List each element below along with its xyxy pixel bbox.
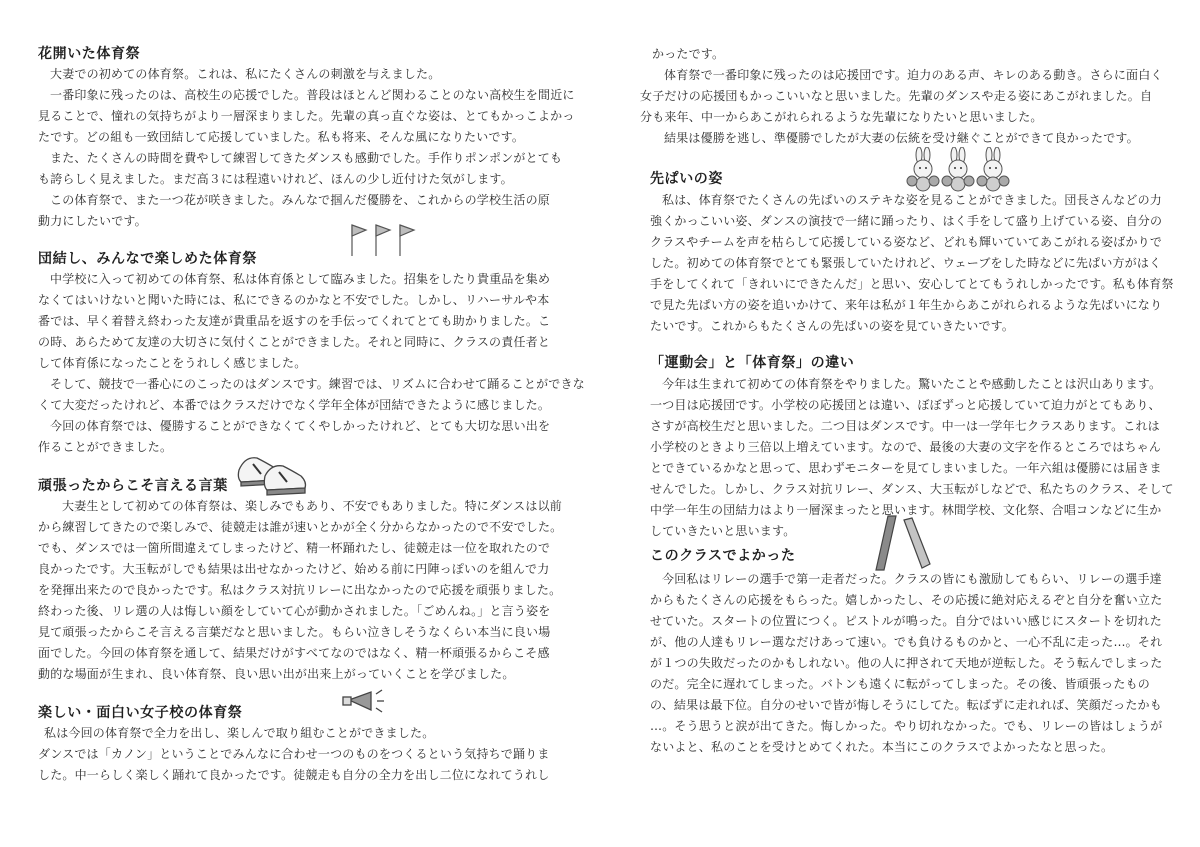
text-line: も誇らしく見えました。まだ高３には程遠いけれど、ほんの少し近付けた気がします。 [38, 172, 513, 186]
text-line: 私は、体育祭でたくさんの先ぱいのステキな姿を見ることができました。団長さんなどの力 [662, 193, 1162, 207]
text-line: 今年は生まれて初めての体育祭をやりました。驚いたことや感動したことは沢山あります。 [662, 377, 1162, 391]
text-line: クラスやチームを声を枯らして応援している姿など、どれも輝いていてあこがれる姿ばかりで [650, 235, 1163, 249]
text-line: のだ。完全に遅れてしまった。バトンも遠くに転がってしまった。その後、皆頑張ったもの [650, 677, 1150, 691]
text-line: 動力にしたいです。 [38, 214, 147, 228]
text-line: せんでした。しかし、クラス対抗リレー、ダンス、大玉転がしなどで、私たちのクラス、そして [650, 482, 1174, 496]
text-line: 結果は優勝を逃し、準優勝でしたが大妻の伝統を受け継ぐことができて良かったです。 [664, 131, 1139, 145]
text-line: たいです。これからもたくさんの先ぱいの姿を見ていきたいです。 [650, 319, 1015, 333]
text-line: 体育祭で一番印象に残ったのは応援団です。迫力のある声、キレのある動き。さらに面白く [664, 68, 1163, 82]
text-line: ないよと、私のことを受けとめてくれた。本当にこのクラスでよかったなと思った。 [650, 740, 1114, 754]
text-line: 分も来年、中一からあこがれられるような先輩になりたいと思いました。 [640, 110, 1043, 124]
text-line: 一つ目は応援団です。小学校の応援団とは違い、ぼぼずっと応援していて迫力がとてもあり、 [650, 398, 1161, 412]
text-line: 手をしてくれて「きれいにできたんだ」と思い、安心してとてもうれしかったです。私も体育祭 [650, 277, 1174, 291]
text-line: した。初めての体育祭でとても緊張していたけれど、ウェーブをした時などに先ぱい方がはく [650, 256, 1162, 270]
megaphone-icon [339, 686, 385, 716]
text-line: さすが高校生だと思いました。二つ目はダンスです。中一は一学年七クラスあります。これは [650, 419, 1160, 433]
text-line: せていた。スタートの位置につく。ピストルが鳴った。自分ではいい感じにスタートを切れた [650, 614, 1162, 628]
text-line: で見た先ぱい方の姿を追いかけて、来年は私が１年生からあこがれられるような先ぱいになり [650, 298, 1163, 312]
text-line: 一番印象に残ったのは、高校生の応援でした。普段はほとんど関わることのない高校生を間近に [50, 88, 575, 102]
text-line: 今回の体育祭では、優勝することができなくてくやしかったけれど、とても大切な思い出を [50, 419, 551, 433]
text-line: 大妻での初めての体育祭。これは、私にたくさんの刺激を与えました。 [50, 67, 441, 81]
text-line: 女子だけの応援団もかっこいいなと思いました。先輩のダンスや走る姿にあこがれました。自 [640, 89, 1153, 103]
text-line: そして、競技で一番心にのこったのはダンスです。練習では、リズムに合わせて踊ることができな [50, 377, 585, 391]
text-line: を発揮出来たので良かったです。私はクラス対抗リレーに出なかったので応援を頑張りました。 [38, 583, 562, 597]
heading-undoukai: 「運動会」と「体育祭」の違い [650, 355, 855, 371]
text-line: 私は今回の体育祭で全力を出し、楽しんで取り組むことができました。 [44, 726, 435, 740]
heading-senpai: 先ぱいの姿 [650, 171, 723, 187]
heading-tanoshii: 楽しい・面白い女子校の体育祭 [38, 705, 243, 721]
text-line: が、他の人達もリレー選なだけあって速い。でも負けるものかと、一心不乱に走った…。それ [650, 635, 1163, 649]
text-line: とできているかなと思って、思わずモニターを見てしまいました。一年六組は優勝には届きま [650, 461, 1162, 475]
heading-danketsu: 団結し、みんなで楽しめた体育祭 [38, 251, 257, 267]
cheering-bunnies-icon [905, 147, 1011, 193]
text-line: の時、あらためて友達の大切さに気付くことができました。それと同時に、クラスの責任者と [38, 335, 551, 349]
text-line: 見ることで、憧れの気持ちがより一層深まりました。先輩の真っ直ぐな姿は、とてもかっこよかっ [38, 109, 575, 123]
text-line: 小学校のときより三倍以上増えています。なので、最後の大妻の文字を作るところではちゃん [650, 440, 1162, 454]
text-line: の、結果は最下位。自分のせいで皆が悔しそうにしてた。転ばずに走れれば、笑顔だったかも [650, 698, 1162, 712]
heading-kono-class: このクラスでよかった [650, 548, 796, 564]
text-line: 面でした。今回の体育祭を通して、結果だけがすべてなのではなく、精一杯頑張るからこそ感 [38, 646, 550, 660]
text-line: 良かったです。大玉転がしでも結果は出せなかったけど、始める前に円陣っぽいのを組んで力 [38, 562, 550, 576]
pennant-flags-icon [346, 222, 416, 258]
text-line: していきたいと思います。 [650, 524, 796, 538]
text-line: 動的な場面が生まれ、良い体育祭、良い思い出が出来上がっていくことを学びました。 [38, 667, 515, 681]
relay-batons-icon [866, 512, 936, 572]
text-line: ダンスでは「カノン」ということでみんなに合わせ一つのものをつくるという気持ちで踊りま [38, 747, 550, 761]
text-line: たです。どの組も一致団結して応援していました。私も将来、そんな風になりたいです。 [38, 130, 525, 144]
text-line: この体育祭で、また一つ花が咲きました。みんなで掴んだ優勝を、これからの学校生活の原 [50, 193, 550, 207]
text-line: 作ることができました。 [38, 440, 173, 454]
text-line: でも、ダンスでは一箇所間違えてしまったけど、精一杯踊れたし、徒競走は一位を取れたので [38, 541, 551, 555]
text-line: かったです。 [652, 47, 725, 61]
sneakers-icon [235, 450, 313, 498]
text-line: して体育係になったことをうれしく感じました。 [38, 356, 307, 370]
text-line: 強くかっこいい姿、ダンスの演技で一緒に踊ったり、はく手をして盛り上げている姿、自分の [650, 214, 1163, 228]
text-line: 終わった後、リレ選の人は悔しい顔をしていて心が動かされました。「ごめんね。」と言う姿を [38, 604, 551, 618]
text-line: した。中一らしく楽しく踊れて良かったです。徒競走も自分の全力を出し二位になれてうれし [38, 768, 550, 782]
text-line: が１つの失敗だったのかもしれない。他の人に押されて天地が逆転した。そう転んでしまった [650, 656, 1163, 670]
text-line: 今回私はリレーの選手で第一走者だった。クラスの皆にも激励してもらい、リレーの選手達 [662, 572, 1162, 586]
text-line: また、たくさんの時間を費やして練習してきたダンスも感動でした。手作りポンポンがとても [50, 151, 563, 165]
heading-hanahiraita: 花開いた体育祭 [38, 46, 141, 62]
text-line: 中学校に入って初めての体育祭、私は体育係として臨みました。招集をしたり貴重品を集め [50, 272, 551, 286]
text-line: 大妻生として初めての体育祭は、楽しみでもあり、不安でもありました。特にダンスは以前 [62, 499, 562, 513]
text-line: 中学一年生の団結力はより一層深まったと思います。林間学校、文化祭、合唱コンなどに生か [650, 503, 1162, 517]
text-line: 見て頑張ったからこそ言える言葉だなと思いました。もらい泣きしそうなくらい本当に良い場 [38, 625, 551, 639]
text-line: から練習してきたので楽しみで、徒競走は誰が速いとかが全く分からなかったので不安でした。 [38, 520, 563, 534]
heading-ganbatta: 頑張ったからこそ言える言葉 [38, 478, 228, 494]
text-line: くて大変だったけれど、本番ではクラスだけでなく学年全体が団結できたように感じました。 [38, 398, 551, 412]
text-line: からもたくさんの応援をもらった。嬉しかったし、その応援に絶対応えるぞと自分を奮い立た [650, 593, 1163, 607]
text-line: なくてはいけないと聞いた時には、私にできるのかなと不安でした。しかし、リハーサルや本 [38, 293, 550, 307]
text-line: …。そう思うと涙が出てきた。悔しかった。やり切れなかった。でも、リレーの皆はしょうが [650, 719, 1163, 733]
text-line: 番では、早く着替え終わった友達が貴重品を返すのを手伝ってくれてとても助かりました。こ [38, 314, 551, 328]
